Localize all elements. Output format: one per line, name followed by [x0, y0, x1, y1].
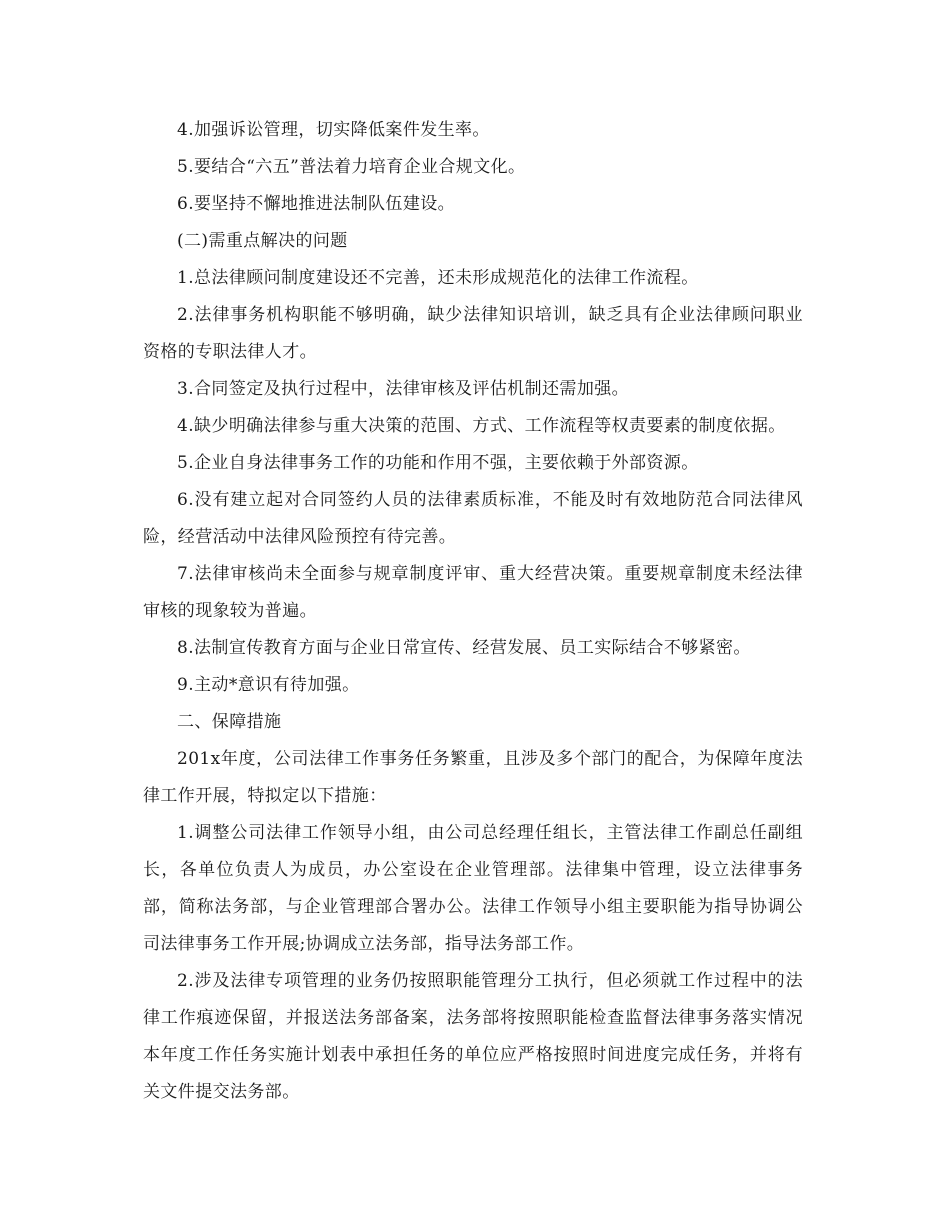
- issue-item-8: 8.法制宣传教育方面与企业日常宣传、经营发展、员工实际结合不够紧密。: [177, 638, 751, 658]
- issue-item-2: 2.法律事务机构职能不够明确，缺少法律知识培训，缺乏具有企业法律顾问职业资格的专职法律人才。: [143, 305, 803, 362]
- issue-item-4: 4.缺少明确法律参与重大决策的范围、方式、工作流程等权责要素的制度依据。: [177, 416, 786, 436]
- measure-item-2: 2.涉及法律专项管理的业务仍按照职能管理分工执行，但必须就工作过程中的法律工作痕迹保留，并报送法务部备案，法务部将按照职能检查监督法律事务落实情况本年度工作任务实施计划表中承担任务的单位应严格按照时间进度完成任务，并将有关文件提交法务部。: [143, 971, 803, 1102]
- paragraph-item-5-compliance-culture: 5.要结合“六五”普法着力培育企业合规文化。: [177, 157, 526, 177]
- section-heading-safeguards: 二、保障措施: [177, 712, 282, 732]
- issue-item-9: 9.主动*意识有待加强。: [177, 675, 360, 695]
- paragraph-item-6-team-building: 6.要坚持不懈地推进法制队伍建设。: [177, 194, 456, 214]
- paragraph-item-4-litigation: 4.加强诉讼管理，切实降低案件发生率。: [177, 120, 490, 140]
- safeguards-intro: 201x年度，公司法律工作事务任务繁重，且涉及多个部门的配合，为保障年度法律工作开展，特拟定以下措施：: [143, 749, 803, 806]
- document-page: [143, 112, 803, 1111]
- measure-item-1: 1.调整公司法律工作领导小组，由公司总经理任组长，主管法律工作副总任副组长，各单位负责人为成员，办公室设在企业管理部。法律集中管理，设立法律事务部，简称法务部，与企业管理部合署办公。法律工作领导小组主要职能为指导协调公司法律事务工作开展;协调成立法务部，指导法务部工作。: [143, 823, 803, 954]
- issue-item-3: 3.合同签定及执行过程中，法律审核及评估机制还需加强。: [177, 379, 630, 399]
- issue-item-7: 7.法律审核尚未全面参与规章制度评审、重大经营决策。重要规章制度未经法律审核的现象较为普遍。: [143, 564, 803, 621]
- issue-item-1: 1.总法律顾问制度建设还不完善，还未形成规范化的法律工作流程。: [177, 268, 699, 288]
- issue-item-5: 5.企业自身法律事务工作的功能和作用不强，主要依赖于外部资源。: [177, 453, 699, 473]
- section-heading-key-issues: (二)需重点解决的问题: [177, 231, 348, 251]
- issue-item-6: 6.没有建立起对合同签约人员的法律素质标准，不能及时有效地防范合同法律风险，经营活动中法律风险预控有待完善。: [143, 490, 803, 547]
